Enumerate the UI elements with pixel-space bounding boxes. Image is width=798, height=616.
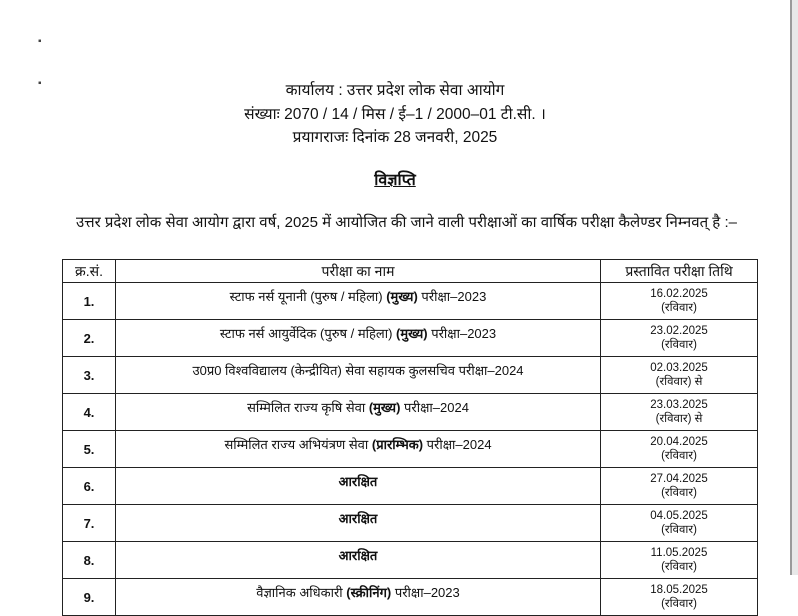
exam-name <box>116 579 601 616</box>
date-value: 23.03.2025 <box>650 399 708 411</box>
date-value: 18.05.2025 <box>650 584 708 596</box>
day-value: (रविवार) <box>661 487 697 499</box>
serial-number: 9. <box>63 579 116 616</box>
exam-date <box>601 579 758 616</box>
exam-name-text: वैज्ञानिक अधिकारी <box>256 585 347 600</box>
exam-date <box>601 431 758 468</box>
serial-number: 6. <box>63 468 116 505</box>
table-row <box>63 542 758 579</box>
exam-stage: आरक्षित <box>338 548 378 563</box>
serial-number: 4. <box>63 394 116 431</box>
exam-name <box>116 431 601 468</box>
exam-date <box>601 320 758 357</box>
exam-date <box>601 283 758 320</box>
day-value: (रविवार) से <box>655 376 703 388</box>
exam-name-text: सम्मिलित राज्य कृषि सेवा <box>247 400 369 415</box>
date-value: 02.03.2025 <box>650 362 708 374</box>
exam-name <box>116 320 601 357</box>
table-row <box>63 283 758 320</box>
day-value: (रविवार) <box>661 450 697 462</box>
exam-name-text: स्टाफ नर्स आयुर्वेदिक (पुरुष / महिला) <box>219 326 397 341</box>
col-header-serial: क्र.सं. <box>63 260 116 283</box>
exam-name-suffix: परीक्षा–2023 <box>427 326 497 341</box>
col-header-date: प्रस्तावित परीक्षा तिथि <box>601 260 758 283</box>
exam-stage: (प्रारम्भिक) <box>371 437 424 452</box>
date-value: 11.05.2025 <box>650 547 708 559</box>
exam-stage: (मुख्य) <box>396 326 428 341</box>
exam-name <box>116 505 601 542</box>
date-value: 04.05.2025 <box>650 510 708 522</box>
day-value: (रविवार) से <box>655 413 703 425</box>
exam-stage: (मुख्य) <box>368 400 401 415</box>
table-row <box>63 431 758 468</box>
exam-name-text: सम्मिलित राज्य अभियंत्रण सेवा <box>224 437 372 452</box>
exam-date <box>601 505 758 542</box>
serial-number: 1. <box>63 283 116 320</box>
scan-mark: ▪ <box>38 36 42 47</box>
reference-number: संख्याः 2070 / 14 / मिस / ई–1 / 2000–01 टी.सी. । <box>244 106 546 123</box>
office-heading: कार्यालय : उत्तर प्रदेश लोक सेवा आयोग <box>285 82 505 99</box>
exam-date <box>601 357 758 394</box>
day-value: (रविवार) <box>661 339 697 351</box>
date-value: 20.04.2025 <box>650 436 708 448</box>
date-value: 23.02.2025 <box>650 325 708 337</box>
exam-name <box>116 357 601 394</box>
table-row <box>63 505 758 542</box>
notice-title-text: विज्ञप्ति <box>374 172 416 189</box>
exam-stage: (मुख्य) <box>386 289 418 304</box>
exam-stage: (स्क्रीनिंग) <box>346 585 392 600</box>
table-row <box>63 320 758 357</box>
exam-stage: आरक्षित <box>338 511 378 526</box>
serial-number: 3. <box>63 357 116 394</box>
date-value: 16.02.2025 <box>650 288 708 300</box>
exam-name-suffix: परीक्षा–2024 <box>423 437 492 452</box>
serial-number: 5. <box>63 431 116 468</box>
exam-name <box>116 542 601 579</box>
exam-name <box>116 468 601 505</box>
date-value: 27.04.2025 <box>650 473 708 485</box>
notice-title <box>0 168 790 190</box>
intro-paragraph: उत्तर प्रदेश लोक सेवा आयोग द्वारा वर्ष, 2025 में आयोजित की जाने वाली परीक्षाओं का वार्षिक परीक्षा कैलेण्डर निम्नवत् है :– <box>76 214 737 231</box>
exam-date <box>601 394 758 431</box>
day-value: (रविवार) <box>661 598 697 610</box>
exam-date <box>601 468 758 505</box>
issue-date: प्रयागराजः दिनांक 28 जनवरी, 2025 <box>292 129 498 146</box>
serial-number: 8. <box>63 542 116 579</box>
exam-calendar-table <box>62 259 758 616</box>
exam-name <box>116 394 601 431</box>
col-header-exam: परीक्षा का नाम <box>116 260 601 283</box>
day-value: (रविवार) <box>661 302 697 314</box>
exam-name-text: स्टाफ नर्स यूनानी (पुरुष / महिला) <box>229 289 387 304</box>
scan-mark: ▪ <box>38 78 42 89</box>
day-value: (रविवार) <box>661 561 697 573</box>
exam-date <box>601 542 758 579</box>
exam-name-text: उ0प्र0 विश्वविद्यालय (केन्द्रीयित) सेवा सहायक कुलसचिव परीक्षा–2024 <box>192 363 524 378</box>
exam-name <box>116 283 601 320</box>
exam-name-suffix: परीक्षा–2023 <box>417 289 487 304</box>
table-header-row <box>63 260 758 283</box>
day-value: (रविवार) <box>661 524 697 536</box>
table-row <box>63 579 758 616</box>
table-row <box>63 394 758 431</box>
exam-stage: आरक्षित <box>338 474 378 489</box>
table-row <box>63 357 758 394</box>
exam-name-suffix: परीक्षा–2024 <box>400 400 469 415</box>
table-row <box>63 468 758 505</box>
serial-number: 7. <box>63 505 116 542</box>
serial-number: 2. <box>63 320 116 357</box>
viewer-edge <box>792 0 798 575</box>
exam-name-suffix: परीक्षा–2023 <box>391 585 460 600</box>
